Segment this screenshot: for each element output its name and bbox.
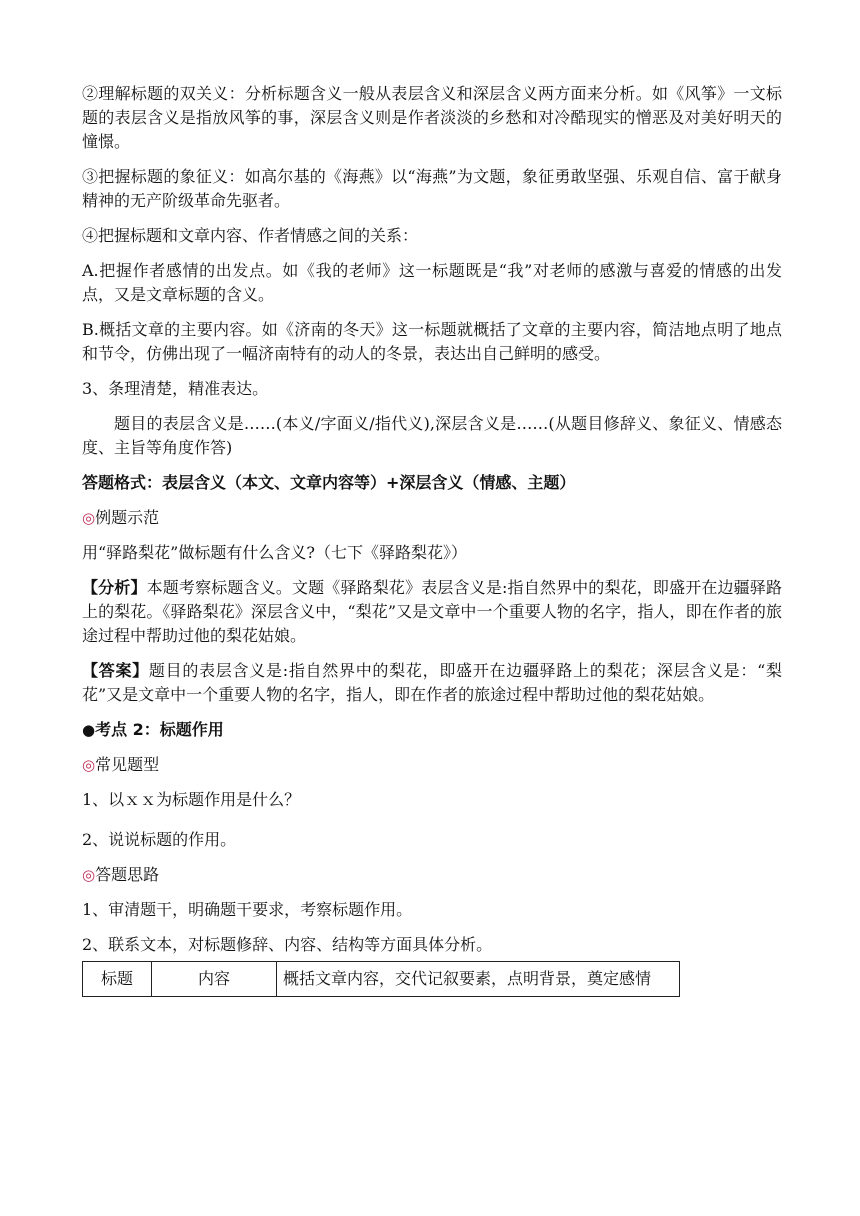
answer-text: 题目的表层含义是:指自然界中的梨花，即盛开在边疆驿路上的梨花；深层含义是：“梨花”又是文章中一个重要人物的名字，指人，即在作者的旅途过程中帮助过他的梨花姑娘。 <box>82 661 782 704</box>
common-types-label: 常见题型 <box>95 755 160 774</box>
paragraph-double-meaning: ②理解标题的双关义：分析标题含义一般从表层含义和深层含义两方面来分析。如《风筝》一文标题的表层含义是指放风筝的事，深层含义则是作者淡淡的乡愁和对冷酷现实的憎恶及对美好明天的憧憬。 <box>82 84 782 151</box>
analysis-label: 【分析】 <box>82 578 147 597</box>
kaodian-heading-label: 考点 2：标题作用 <box>95 720 224 739</box>
common-types-heading <box>82 753 782 777</box>
paragraph-relationship: ④把握标题和文章内容、作者情感之间的关系： <box>82 226 419 245</box>
example-heading-label: 例题示范 <box>95 508 160 527</box>
answer-approach-label: 答题思路 <box>95 865 160 884</box>
double-circle-icon: ◎ <box>82 509 96 527</box>
analysis-text: 本题考察标题含义。文题《驿路梨花》表层含义是:指自然界中的梨花，即盛开在边疆驿路上的梨花。《驿路梨花》深层含义中，“梨花”又是文章中一个重要人物的名字，指人，即在作者的旅途过程中帮助过他的梨花姑娘。 <box>82 578 782 645</box>
answer-format-heading: 答题格式：表层含义（本文、文章内容等）+深层含义（情感、主题） <box>82 473 576 492</box>
answer-approach-heading <box>82 863 782 887</box>
answer-label: 【答案】 <box>82 661 149 680</box>
paragraph-step-3: 3、条理清楚，精准表达。 <box>82 379 269 398</box>
question-type-2: 2、说说标题的作用。 <box>82 830 237 849</box>
bullet-icon: ● <box>82 721 96 739</box>
example-heading <box>82 506 782 530</box>
question-type-1: 1、以ｘｘ为标题作用是什么？ <box>82 790 301 809</box>
paragraph-answer-template: 题目的表层含义是……(本义/字面义/指代义),深层含义是……(从题目修辞义、象征义、情感态度、主旨等角度作答) <box>82 414 782 457</box>
paragraph-point-a: A.把握作者感情的出发点。如《我的老师》这一标题既是“我”对老师的感激与喜爱的情感的出发点，又是文章标题的含义。 <box>82 261 782 304</box>
kaodian-heading <box>82 718 782 742</box>
answer-paragraph <box>82 659 782 707</box>
double-circle-icon: ◎ <box>82 756 96 774</box>
analysis-paragraph <box>82 576 782 648</box>
document-page <box>82 82 782 997</box>
approach-step-2: 2、联系文本，对标题修辞、内容、结构等方面具体分析。 <box>82 935 493 954</box>
table-cell-content: 内容 <box>152 962 277 997</box>
paragraph-symbolic-meaning: ③把握标题的象征义：如高尔基的《海燕》以“海燕”为文题，象征勇敢坚强、乐观自信、富于献身精神的无产阶级革命先驱者。 <box>82 167 782 210</box>
example-question: 用“驿路梨花”做标题有什么含义?（七下《驿路梨花》） <box>82 543 467 562</box>
paragraph-point-b: B.概括文章的主要内容。如《济南的冬天》这一标题就概括了文章的主要内容，简洁地点明了地点和节令，仿佛出现了一幅济南特有的动人的冬景，表达出自己鲜明的感受。 <box>82 320 782 363</box>
table-row <box>83 962 680 997</box>
approach-step-1: 1、审清题干，明确题干要求，考察标题作用。 <box>82 900 413 919</box>
double-circle-icon: ◎ <box>82 866 96 884</box>
table-cell-description: 概括文章内容，交代记叙要素，点明背景，奠定感情 <box>277 962 680 997</box>
title-function-table <box>82 961 680 997</box>
table-cell-title: 标题 <box>83 962 152 997</box>
